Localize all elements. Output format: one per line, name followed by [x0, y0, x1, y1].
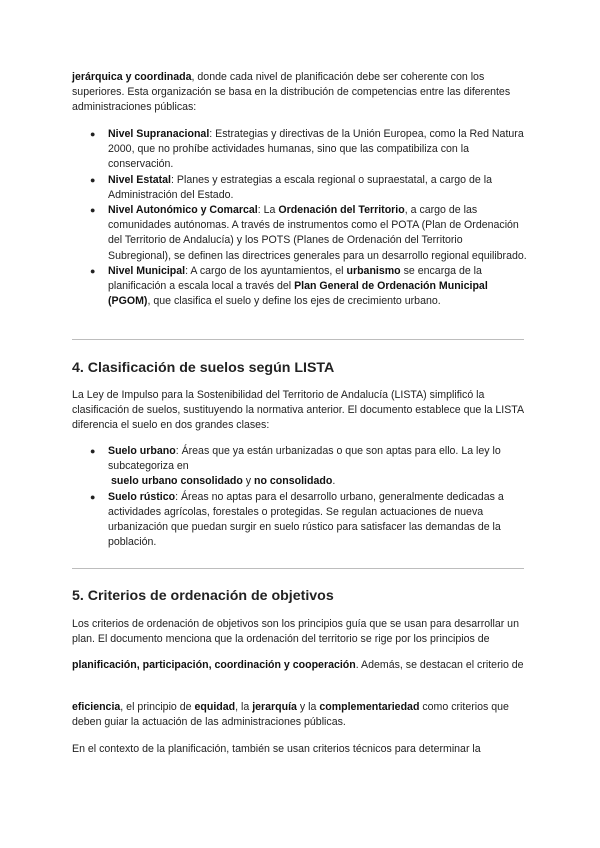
list-item: ● Nivel Estatal: Planes y estrategias a escala regional o supraestatal, a cargo de la Administración del Estado.: [90, 173, 492, 201]
section-4-paragraph: La Ley de Impulso para la Sostenibilidad del Territorio de Andalucía (LISTA) simplificó la clasificación de suelos, sustituyendo la normativa anterior. El documento establece que la LISTA diferencia el suelo en dos grandes clases:: [72, 389, 524, 432]
section-5-title: 5. Criterios de ordenación de objetivos: [72, 588, 334, 604]
divider: [72, 339, 524, 340]
intro-bold: jerárquica y coordinada: [72, 71, 192, 83]
list-item: ● Suelo urbano: Áreas que ya están urbanizadas o que son aptas para ello. La ley lo subcategoriza en suelo urbano consolidado y no consolidado.: [90, 445, 501, 488]
bullet-icon: ●: [90, 446, 96, 456]
list-item: ● Suelo rústico: Áreas no aptas para el desarrollo urbano, generalmente dedicadas a actividades agrícolas, forestales o protegidas. Se regulan actuaciones de nueva urbanización que puedan surgir en suelo rústico para satisfacer las demandas de la población.: [90, 490, 504, 549]
bullet-icon: ●: [90, 491, 96, 502]
intro-paragraph: [72, 70, 528, 116]
section-5-paragraph-3: eficiencia, el principio de equidad, la jerarquía y la complementariedad como criterios que deben guiar la actuación de las administraciones públicas.: [72, 701, 509, 729]
bullet-icon: ●: [90, 265, 96, 276]
bullet-icon: ●: [90, 129, 96, 139]
list-item: ● Nivel Autonómico y Comarcal: La Ordenación del Territorio, a cargo de las comunidades autónomas. A través de instrumentos como el POTA (Plan de Ordenación del Territorio de Andalucía) y los POTS (Planes de Ordenación del Territorio Subregional), se definen las directrices generales para un desarrollo regional equilibrado.: [90, 204, 527, 262]
soil-list: [72, 444, 528, 550]
intro-text: , donde cada nivel de planificación debe ser coherente con los superiores. Esta organización se basa en la distribución de competencias entre las diferentes administraciones públicas:: [72, 71, 511, 114]
section-5-paragraph-4: En el contexto de la planificación, también se usan criterios técnicos para determinar la: [72, 743, 481, 755]
section-5-paragraph-2: planificación, participación, coordinación y cooperación. Además, se destacan el criterio de: [72, 659, 524, 671]
list-item: ● Nivel Supranacional: Estrategias y directivas de la Unión Europea, como la Red Natura 2000, que no prohíbe actividades humanas, sino que las compatibiliza con la conservación.: [90, 128, 524, 171]
section-4-title: 4. Clasificación de suelos según LISTA: [72, 360, 335, 376]
section-5-paragraph-1: Los criterios de ordenación de objetivos son los principios guía que se usan para desarrollar un plan. El documento menciona que la ordenación del territorio se rige por los principios de: [72, 618, 519, 646]
divider: [72, 568, 524, 569]
levels-list: [72, 127, 528, 309]
list-item: ● Nivel Municipal: A cargo de los ayuntamientos, el urbanismo se encarga de la planificación a escala local a través del Plan General de Ordenación Municipal (PGOM), que clasifica el suelo y define los ejes de crecimiento urbano.: [90, 264, 488, 308]
bullet-icon: ●: [90, 205, 96, 216]
bullet-icon: ●: [90, 174, 96, 185]
